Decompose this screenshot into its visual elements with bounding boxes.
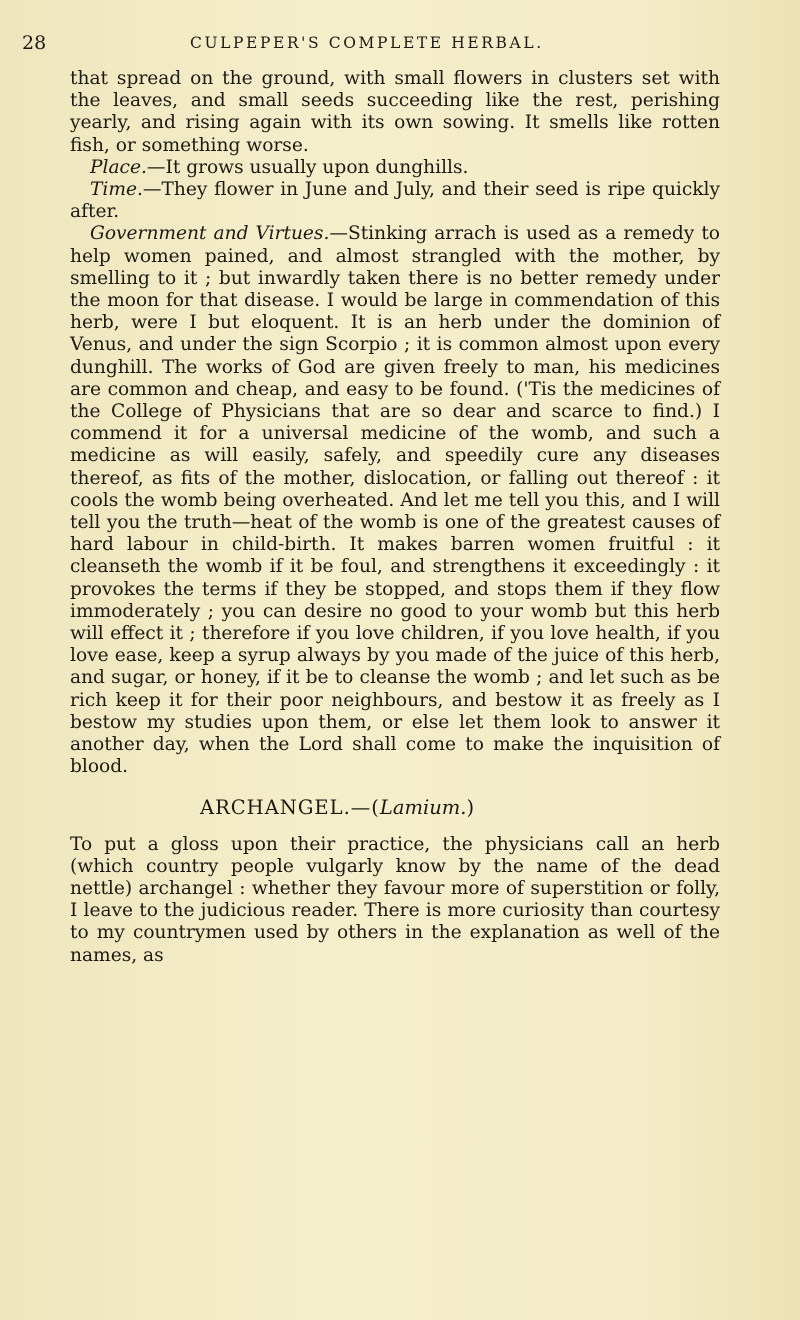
time-text: —They flower in June and July, and their seed is ripe quickly after.: [70, 179, 720, 223]
place-text: —It grows usually upon dunghills.: [146, 156, 469, 178]
running-title: CULPEPER'S COMPLETE HERBAL.: [190, 34, 544, 52]
section-heading: [70, 796, 720, 820]
virtues-paragraph: [70, 223, 720, 778]
page-body: [70, 68, 720, 967]
virtues-label: Government and Virtues.: [90, 223, 330, 245]
section-close: ): [466, 795, 476, 819]
page-header: [22, 32, 772, 62]
section-title: ARCHANGEL.: [200, 795, 351, 819]
section-latin-name: Lamium.: [379, 795, 467, 819]
place-label: Place.: [90, 156, 147, 178]
archangel-intro-paragraph: To put a gloss upon their practice, the physicians call an herb (which country people vulgarly know by the name of the dead nettle) archangel : whether they favour more of superstition or folly, I leave to the judicious reader. There is more curiosity than courtesy to my countrymen used by others in the explanation as well of the names, as: [70, 833, 720, 966]
section-dash: —(: [350, 795, 380, 819]
time-label: Time.: [90, 179, 143, 201]
time-paragraph: [70, 179, 720, 223]
virtues-text: —Stinking arrach is used as a remedy to help women pained, and almost strangled with the mother, by smelling to it ; but inwardly taken there is no better remedy under the moon for that disease. I would be large in commendation of this herb, were I but eloquent. It is an herb under the dominion of Venus, and under the sign Scorpio ; it is common almost upon every dunghill. The works of God are given freely to man, his medicines are common and cheap, and easy to be found. ('Tis the medicines of the College of Physicians that are so dear and scarce to find.) I commend it for a universal medicine of the womb, and such a medicine as will easily, safely, and speedily cure any diseases thereof, as fits of the mother, dislocation, or falling out thereof : it cools the womb being overheated. And let me tell you this, and I will tell you the truth—heat of the womb is one of the greatest causes of hard labour in child-birth. It makes barren women fruitful : it cleanseth the womb if it be foul, and strengthens it exceedingly : it provokes the terms if they be stopped, and stops them if they flow immoderately ; you can desire no good to your womb but this herb will effect it ; therefore if you love children, if you love health, if you love ease, keep a syrup always by you made of the juice of this herb, and sugar, or honey, if it be to cleanse the womb ; and let such as be rich keep it for their poor neighbours, and bestow it as freely as I bestow my studies upon them, or else let them look to answer it another day, when the Lord shall come to make the inquisition of blood.: [70, 223, 720, 778]
page-number: 28: [22, 32, 47, 54]
continuation-paragraph: that spread on the ground, with small flowers in clusters set with the leaves, and small seeds succeeding like the rest, perishing yearly, and rising again with its own sowing. It smells like rotten fish, or something worse.: [70, 68, 720, 156]
place-paragraph: [70, 157, 720, 179]
